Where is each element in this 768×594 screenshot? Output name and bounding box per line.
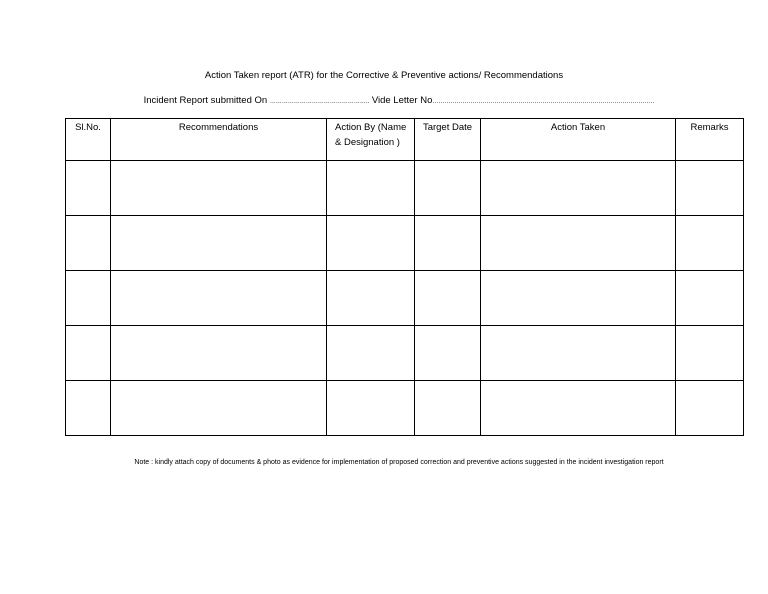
cell-recommendations[interactable] [111, 381, 327, 436]
cell-action-taken[interactable] [481, 271, 676, 326]
table-row [66, 216, 744, 271]
cell-action-taken[interactable] [481, 326, 676, 381]
vide-letter-label: Vide Letter No [371, 95, 433, 106]
cell-target-date[interactable] [415, 271, 481, 326]
cell-remarks[interactable] [676, 381, 744, 436]
header-action-by-line1: Action By (Name [335, 122, 407, 133]
header-sl-no: Sl.No. [66, 119, 111, 161]
cell-action-by[interactable] [327, 326, 415, 381]
table-row [66, 271, 744, 326]
incident-submitted-label: Incident Report submitted On [143, 95, 268, 106]
header-action-by [327, 119, 415, 161]
cell-recommendations[interactable] [111, 161, 327, 216]
table-header-row [66, 119, 744, 161]
cell-recommendations[interactable] [111, 326, 327, 381]
cell-recommendations[interactable] [111, 216, 327, 271]
cell-action-taken[interactable] [481, 216, 676, 271]
header-action-taken: Action Taken [481, 119, 676, 161]
table-row [66, 326, 744, 381]
table-row [66, 161, 744, 216]
cell-action-by[interactable] [327, 271, 415, 326]
header-recommendations: Recommendations [111, 119, 327, 161]
cell-remarks[interactable] [676, 271, 744, 326]
cell-remarks[interactable] [676, 326, 744, 381]
submitted-on-blank[interactable]: ………………………………………….. [269, 99, 370, 105]
atr-table [65, 118, 744, 436]
incident-report-line [0, 95, 768, 106]
cell-sl-no[interactable] [66, 161, 111, 216]
evidence-note: Note : kindly attach copy of documents & photo as evidence for implementation of proposed correction and preventive actions suggested in the incident investigation report [134, 459, 664, 466]
cell-remarks[interactable] [676, 216, 744, 271]
cell-action-by[interactable] [327, 381, 415, 436]
header-remarks: Remarks [676, 119, 744, 161]
cell-sl-no[interactable] [66, 381, 111, 436]
letter-no-blank[interactable]: ………………………………………………………………………………………………… [432, 99, 655, 105]
cell-action-by[interactable] [327, 216, 415, 271]
cell-target-date[interactable] [415, 326, 481, 381]
cell-action-taken[interactable] [481, 381, 676, 436]
document-title: Action Taken report (ATR) for the Corrective & Preventive actions/ Recommendations [204, 70, 564, 81]
cell-action-by[interactable] [327, 161, 415, 216]
cell-target-date[interactable] [415, 161, 481, 216]
header-action-by-line2: & Designation ) [335, 137, 400, 148]
cell-sl-no[interactable] [66, 271, 111, 326]
cell-target-date[interactable] [415, 216, 481, 271]
cell-recommendations[interactable] [111, 271, 327, 326]
cell-sl-no[interactable] [66, 216, 111, 271]
header-target-date: Target Date [415, 119, 481, 161]
cell-action-taken[interactable] [481, 161, 676, 216]
cell-remarks[interactable] [676, 161, 744, 216]
table-row [66, 381, 744, 436]
cell-target-date[interactable] [415, 381, 481, 436]
cell-sl-no[interactable] [66, 326, 111, 381]
